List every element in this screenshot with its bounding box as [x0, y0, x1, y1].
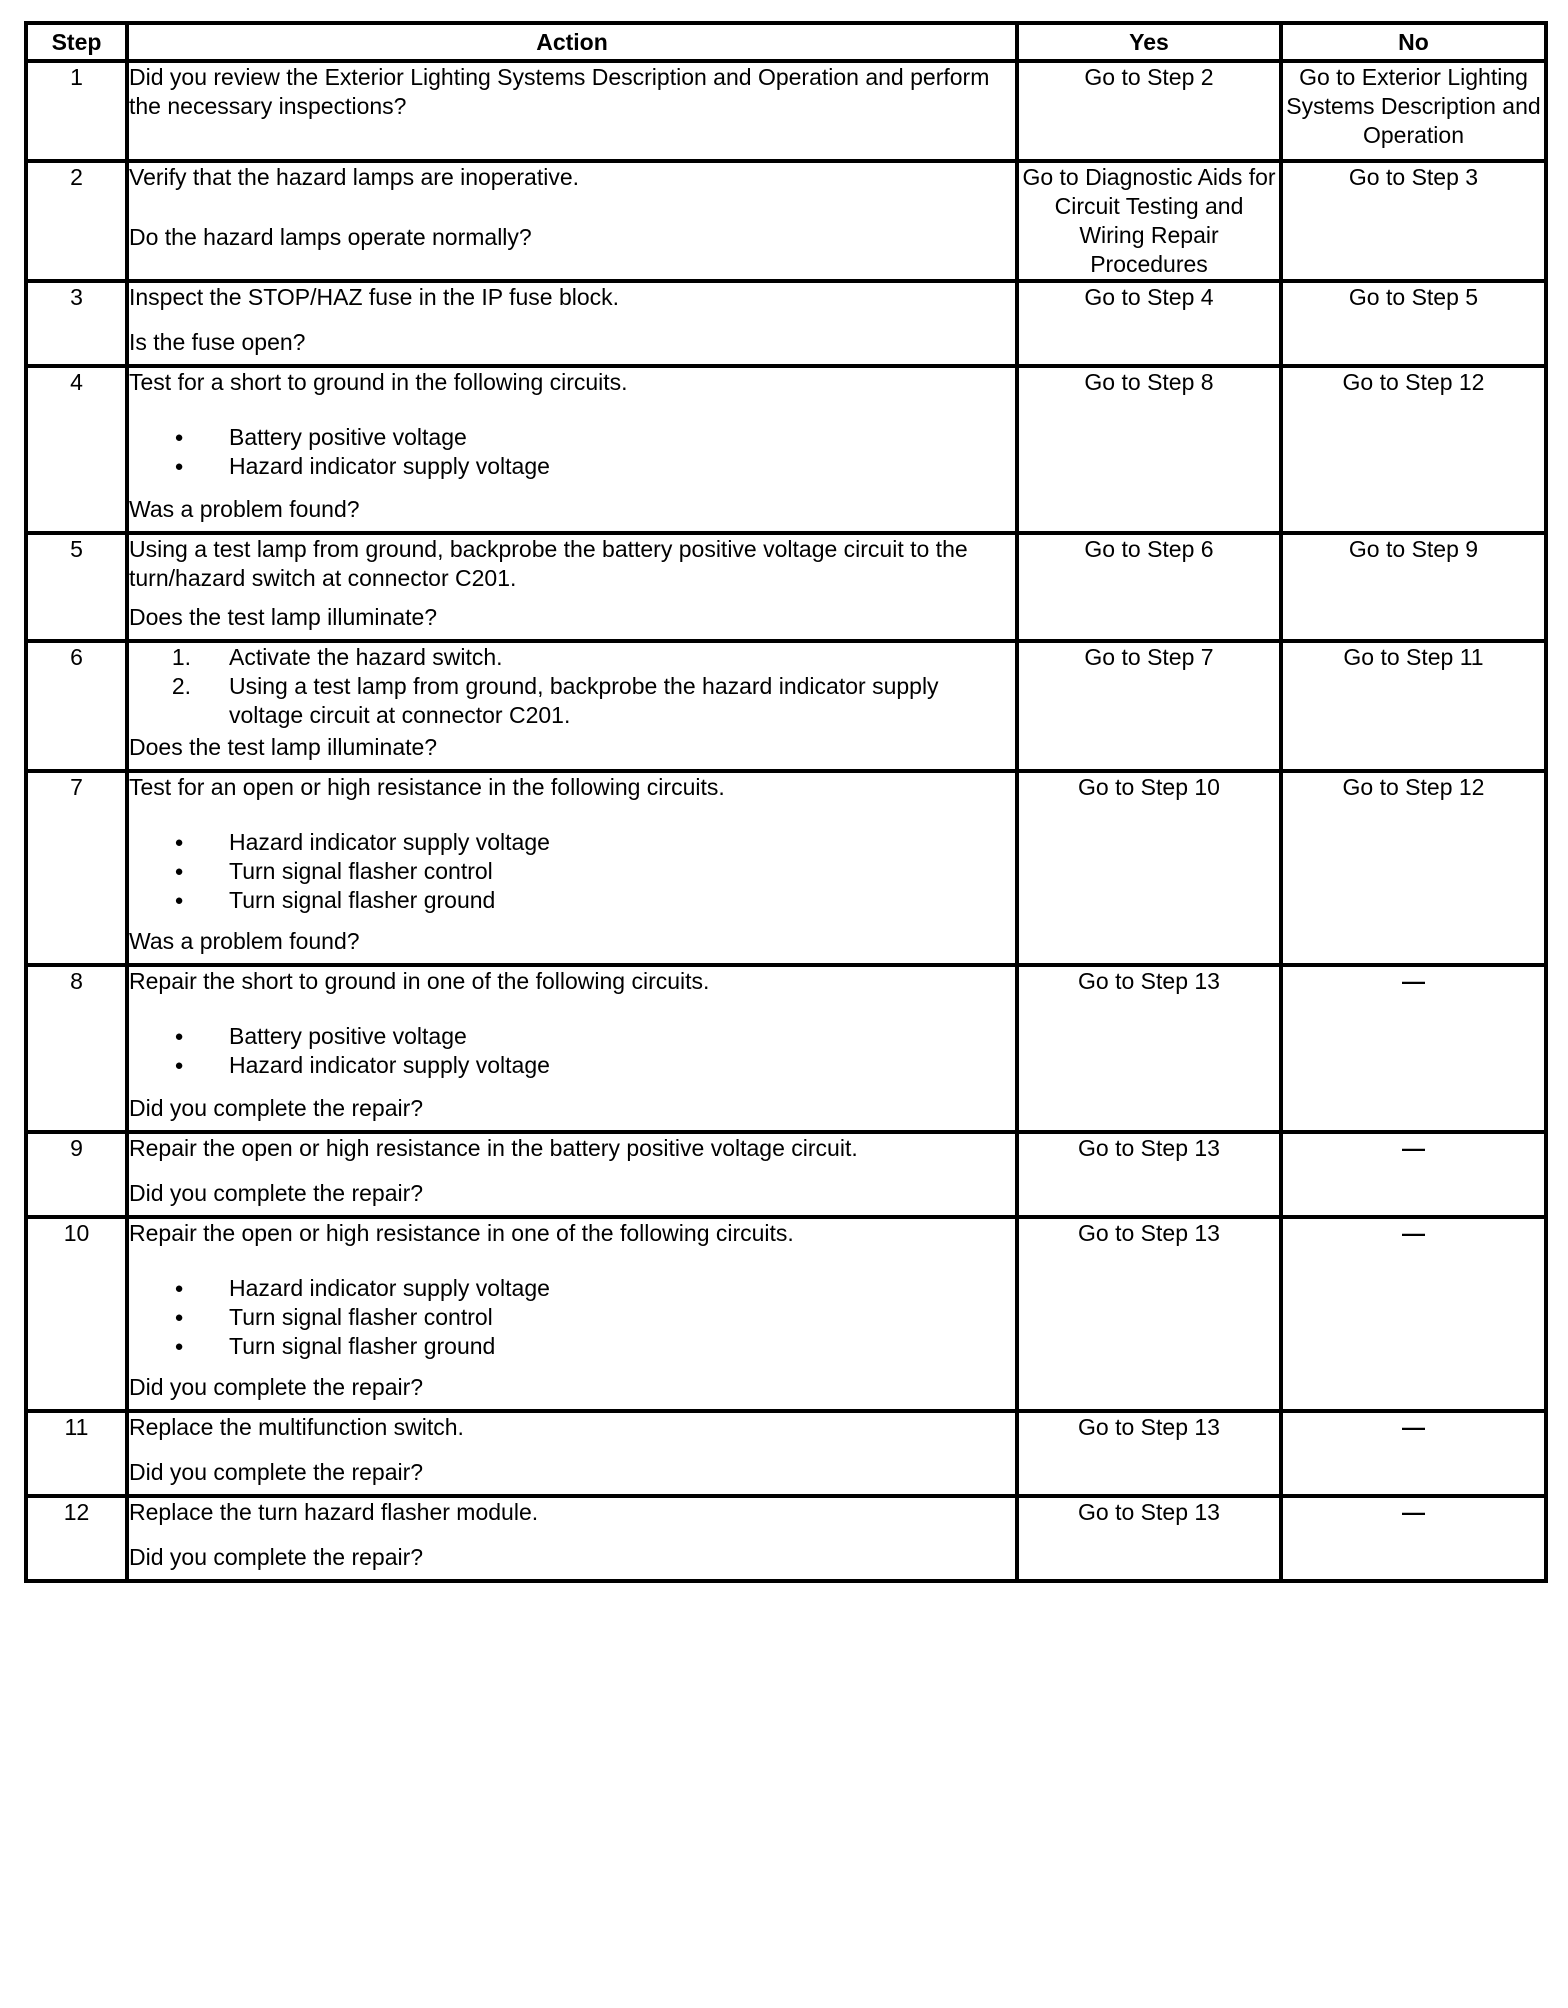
no-result: —	[1281, 1132, 1546, 1217]
circuit-label: Hazard indicator supply voltage	[229, 453, 550, 479]
action-question: Did you complete the repair?	[129, 1095, 424, 1121]
header-step: Step	[26, 23, 127, 61]
circuit-list	[129, 1274, 1015, 1361]
action-question: Was a problem found?	[129, 928, 360, 954]
circuit-label: Turn signal flasher ground	[229, 1333, 496, 1359]
action-content	[129, 1134, 1015, 1208]
yes-result: Go to Diagnostic Aids for Circuit Testing and Wiring Repair Procedures	[1017, 161, 1281, 281]
circuit-item	[129, 828, 1015, 857]
table-row	[26, 366, 1546, 533]
header-no: No	[1281, 23, 1546, 61]
action-content	[129, 967, 1015, 1123]
action-content	[129, 63, 1015, 152]
table-row	[26, 641, 1546, 771]
action-cell	[127, 641, 1017, 771]
action-instruction: Verify that the hazard lamps are inoperative.	[129, 164, 580, 190]
action-instruction: Using a test lamp from ground, backprobe the battery positive voltage circuit to the turn/hazard switch at connector C201.	[129, 536, 968, 591]
action-top	[129, 535, 1015, 593]
circuit-label: Turn signal flasher control	[229, 858, 493, 884]
step-number: 10	[26, 1217, 127, 1411]
circuit-label: Hazard indicator supply voltage	[229, 1052, 550, 1078]
yes-result: Go to Step 13	[1017, 1217, 1281, 1411]
action-top	[129, 63, 1015, 121]
bullet-icon: ●	[174, 863, 184, 880]
table-body	[26, 61, 1546, 1581]
action-top	[129, 283, 1015, 312]
action-question: Does the test lamp illuminate?	[129, 604, 438, 630]
action-content	[129, 1413, 1015, 1487]
bullet-icon: ●	[174, 892, 184, 909]
action-top	[129, 163, 1015, 192]
procedure-step	[129, 643, 1015, 672]
circuit-list	[129, 1022, 1015, 1080]
action-question: Did you complete the repair?	[129, 1180, 424, 1206]
step-number: 6	[26, 641, 127, 771]
yes-result: Go to Step 2	[1017, 61, 1281, 161]
yes-result: Go to Step 13	[1017, 965, 1281, 1132]
action-content	[129, 1219, 1015, 1402]
header-row	[26, 23, 1546, 61]
procedure-step	[129, 672, 1015, 730]
table-row	[26, 1411, 1546, 1496]
action-question: Does the test lamp illuminate?	[129, 734, 438, 760]
diagnostic-table	[24, 21, 1548, 1583]
action-content	[129, 535, 1015, 632]
action-instruction: Did you review the Exterior Lighting Systems Description and Operation and perform the necessary inspections?	[129, 64, 990, 119]
action-cell	[127, 366, 1017, 533]
step-number: 1	[26, 61, 127, 161]
circuit-item	[129, 1022, 1015, 1051]
circuit-item	[129, 1303, 1015, 1332]
no-result: —	[1281, 1411, 1546, 1496]
table-row	[26, 1217, 1546, 1411]
action-question: Did you complete the repair?	[129, 1544, 424, 1570]
yes-result: Go to Step 7	[1017, 641, 1281, 771]
yes-result: Go to Step 6	[1017, 533, 1281, 641]
action-cell	[127, 161, 1017, 281]
table-row	[26, 1132, 1546, 1217]
circuit-label: Turn signal flasher control	[229, 1304, 493, 1330]
action-cell	[127, 965, 1017, 1132]
no-result: Go to Step 3	[1281, 161, 1546, 281]
action-cell	[127, 281, 1017, 366]
table-row	[26, 965, 1546, 1132]
no-result: Go to Step 11	[1281, 641, 1546, 771]
no-result: Go to Exterior Lighting Systems Description and Operation	[1281, 61, 1546, 161]
circuit-item	[129, 857, 1015, 886]
no-result: —	[1281, 1496, 1546, 1581]
bullet-icon: ●	[174, 1338, 184, 1355]
table-row	[26, 61, 1546, 161]
action-top	[129, 1498, 1015, 1527]
circuit-label: Battery positive voltage	[229, 424, 467, 450]
action-instruction: Test for an open or high resistance in the following circuits.	[129, 774, 725, 800]
step-number: 12	[26, 1496, 127, 1581]
step-marker: 1.	[171, 644, 191, 670]
action-instruction: Repair the open or high resistance in one of the following circuits.	[129, 1220, 794, 1246]
step-number: 5	[26, 533, 127, 641]
table-row	[26, 771, 1546, 965]
step-number: 4	[26, 366, 127, 533]
step-number: 11	[26, 1411, 127, 1496]
circuit-label: Hazard indicator supply voltage	[229, 829, 550, 855]
action-instruction: Replace the multifunction switch.	[129, 1414, 464, 1440]
yes-result: Go to Step 10	[1017, 771, 1281, 965]
circuit-label: Turn signal flasher ground	[229, 887, 496, 913]
circuit-label: Hazard indicator supply voltage	[229, 1275, 550, 1301]
no-result: —	[1281, 965, 1546, 1132]
yes-result: Go to Step 13	[1017, 1132, 1281, 1217]
circuit-item	[129, 886, 1015, 915]
action-cell	[127, 771, 1017, 965]
action-content	[129, 1498, 1015, 1572]
no-result: Go to Step 12	[1281, 771, 1546, 965]
circuit-item	[129, 1274, 1015, 1303]
table-row	[26, 281, 1546, 366]
action-content	[129, 368, 1015, 524]
action-question: Did you complete the repair?	[129, 1374, 424, 1400]
bullet-icon: ●	[174, 429, 184, 446]
action-question: Was a problem found?	[129, 496, 360, 522]
action-cell	[127, 1217, 1017, 1411]
yes-result: Go to Step 13	[1017, 1411, 1281, 1496]
action-instruction: Repair the open or high resistance in the battery positive voltage circuit.	[129, 1135, 858, 1161]
circuit-item	[129, 452, 1015, 481]
bullet-icon: ●	[174, 1280, 184, 1297]
bullet-icon: ●	[174, 458, 184, 475]
table-row	[26, 533, 1546, 641]
action-instruction: Inspect the STOP/HAZ fuse in the IP fuse block.	[129, 284, 620, 310]
action-question: Did you complete the repair?	[129, 1459, 424, 1485]
action-top	[129, 368, 1015, 481]
bullet-icon: ●	[174, 834, 184, 851]
action-cell	[127, 533, 1017, 641]
action-top	[129, 773, 1015, 915]
no-result: —	[1281, 1217, 1546, 1411]
action-top	[129, 1219, 1015, 1361]
action-content	[129, 773, 1015, 956]
no-result: Go to Step 9	[1281, 533, 1546, 641]
procedure-steps	[129, 643, 1015, 730]
action-cell	[127, 1411, 1017, 1496]
action-cell	[127, 61, 1017, 161]
circuit-label: Battery positive voltage	[229, 1023, 467, 1049]
circuit-item	[129, 1332, 1015, 1361]
bullet-icon: ●	[174, 1028, 184, 1045]
step-marker: 2.	[171, 673, 191, 699]
action-question: Do the hazard lamps operate normally?	[129, 224, 532, 250]
step-number: 8	[26, 965, 127, 1132]
action-instruction: Repair the short to ground in one of the following circuits.	[129, 968, 710, 994]
procedure-text: Using a test lamp from ground, backprobe the hazard indicator supply voltage circuit at connector C201.	[229, 673, 939, 728]
action-instruction: Replace the turn hazard flasher module.	[129, 1499, 539, 1525]
bullet-icon: ●	[174, 1057, 184, 1074]
step-number: 9	[26, 1132, 127, 1217]
header-yes: Yes	[1017, 23, 1281, 61]
circuit-item	[129, 423, 1015, 452]
no-result: Go to Step 12	[1281, 366, 1546, 533]
step-number: 2	[26, 161, 127, 281]
table-row	[26, 1496, 1546, 1581]
header-action: Action	[127, 23, 1017, 61]
action-cell	[127, 1496, 1017, 1581]
procedure-text: Activate the hazard switch.	[229, 644, 503, 670]
action-top	[129, 1413, 1015, 1442]
yes-result: Go to Step 13	[1017, 1496, 1281, 1581]
action-top	[129, 967, 1015, 1080]
action-top	[129, 643, 1015, 730]
action-question: Is the fuse open?	[129, 329, 306, 355]
circuit-list	[129, 828, 1015, 915]
circuit-list	[129, 423, 1015, 481]
action-content	[129, 163, 1015, 252]
table-row	[26, 161, 1546, 281]
action-content	[129, 283, 1015, 357]
action-content	[129, 643, 1015, 762]
step-number: 3	[26, 281, 127, 366]
yes-result: Go to Step 4	[1017, 281, 1281, 366]
action-cell	[127, 1132, 1017, 1217]
action-instruction: Test for a short to ground in the following circuits.	[129, 369, 628, 395]
action-top	[129, 1134, 1015, 1163]
step-number: 7	[26, 771, 127, 965]
yes-result: Go to Step 8	[1017, 366, 1281, 533]
no-result: Go to Step 5	[1281, 281, 1546, 366]
circuit-item	[129, 1051, 1015, 1080]
bullet-icon: ●	[174, 1309, 184, 1326]
